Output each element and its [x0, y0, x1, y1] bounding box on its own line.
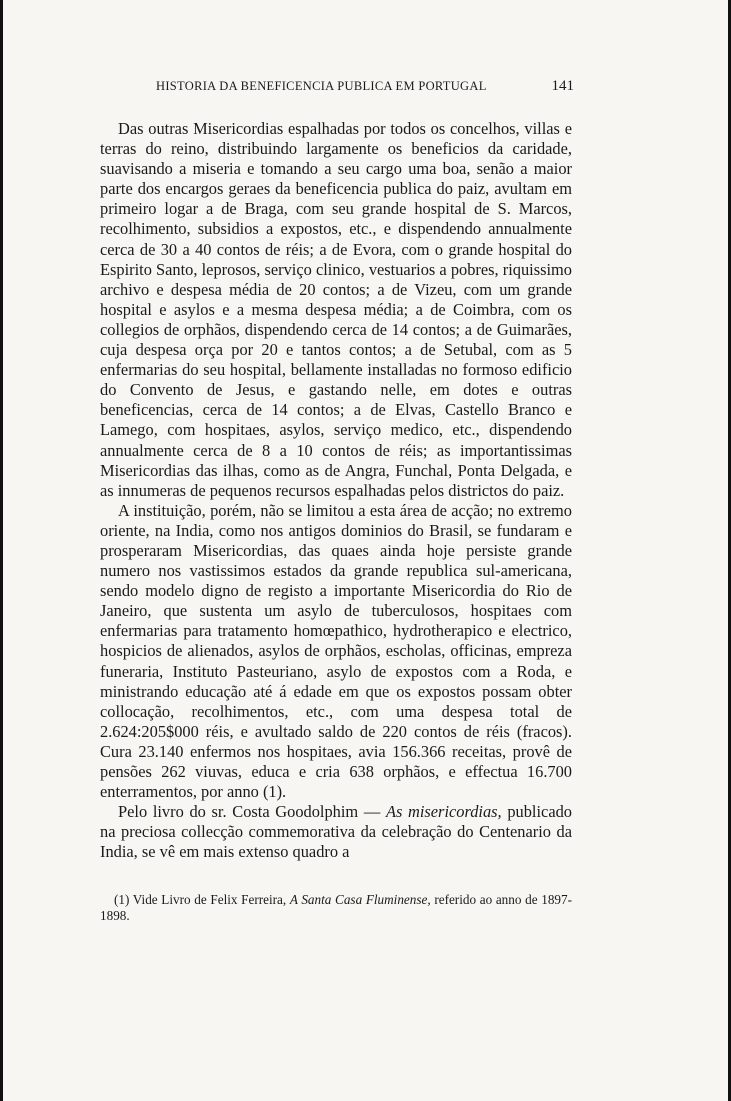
- book-page: [72, 78, 572, 924]
- paragraph-text: Pelo livro do sr. Costa Goodolphim —: [118, 802, 386, 822]
- footnotes: [72, 892, 572, 924]
- footnote-text: referido ao anno de 1897-1898.: [100, 892, 573, 924]
- paragraph: Das outras Misericordias espalhadas por todos os concelhos, villas e terras do reino, distribuindo largamente os beneficios da caridade, suavisando a miseria e tomando a seu cargo uma boa, senão a maior parte dos encargos geraes da beneficencia publica do paiz, avultam em primeiro logar a de Braga, com seu grande hospital de S. Marcos, recolhimento, subsidios a expostos, etc., e dispendendo annualmente cerca de 30 a 40 contos de réis; a de Evora, com o grande hospital do Espirito Santo, leprosos, serviço clinico, vestuarios a pobres, riquissimo archivo e despesa média de 20 contos; a de Vizeu, com um grande hospital e asylos e a mesma despesa média; a de Coimbra, com os collegios de orphãos, dispendendo cerca de 14 contos; a de Guimarães, cuja despesa orça por 20 e tantos contos; a de Setubal, com as 5 enfermarias do seu hospital, bellamente installadas no formoso edificio do Convento de Jesus, e gastando nelle, em dotes e outras beneficencias, cerca de 14 contos; a de Elvas, Castello Branco e Lamego, com hospitaes, asylos, serviço medico, etc., dispendendo annualmente cerca de 8 a 10 contos de réis; as importantissimas Misericordias das ilhas, como as de Angra, Funchal, Ponta Delgada, e as innumeras de pequenos recursos espalhadas pelos districtos do paiz.: [100, 119, 572, 500]
- paragraph: A instituição, porém, não se limitou a esta área de acção; no extremo oriente, na India, como nos antigos dominios do Brasil, se fundaram e prosperaram Misericordias, das quaes ainda hoje persiste grande numero nos vastissimos estados da grande republica sul-americana, sendo modelo digno de registo a importante Misericordia do Rio de Janeiro, que sustenta um asylo de tuberculosos, hospitaes com enfermarias para tratamento homœpathico, hydrotherapico e electrico, hospicios de alienados, asylos de orphãos, escholas, officinas, empreza funeraria, Instituto Pasteuriano, asylo de expostos com a Roda, e ministrando educação até á edade em que os expostos possam obter collocação, recolhimentos, etc., com uma despesa total de 2.624:205$000 réis, e avultado saldo de 220 contos de réis (fracos). Cura 23.140 enfermos nos hospitaes, avia 156.366 receitas, provê de pensões 262 viuvas, educa e cria 638 orphãos, e effectua 16.700 enterramentos, por anno (1).: [100, 500, 572, 802]
- footnote-book-title: A Santa Casa Fluminense,: [289, 892, 431, 908]
- running-title: HISTORIA DA BENEFICENCIA PUBLICA EM PORTUGAL: [156, 79, 487, 93]
- paragraph-text: publicado na preciosa collecção commemorativa da celebração do Centenario da India, se vê em mais extenso quadro a: [100, 802, 572, 862]
- running-head: [72, 78, 572, 95]
- footnote-text: (1) Vide Livro de Felix Ferreira,: [114, 892, 290, 908]
- book-title: As misericordias,: [385, 802, 502, 822]
- footnote: [100, 892, 572, 924]
- body-text: [72, 119, 572, 862]
- paragraph: [100, 802, 572, 862]
- page-number: 141: [551, 78, 574, 94]
